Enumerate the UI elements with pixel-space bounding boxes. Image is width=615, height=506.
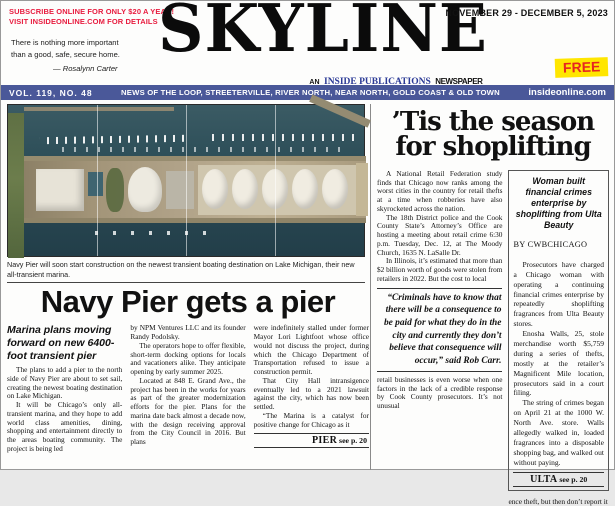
pier-paragraph: were indefinitely stalled under former Mayor Lori Lightfoot whose office would not discuss the project, during which the Chicago Department of Transportation refused to issue a construction permit. <box>253 323 369 377</box>
pier-paragraph: “The Marina is a catalyst for positive change for Chicago as it <box>253 410 369 429</box>
pull-quote-header <box>11 37 120 74</box>
shoplifting-main-column <box>377 170 502 506</box>
pier-headline: Navy Pier gets a pier <box>40 284 336 320</box>
ulta-paragraph: Enosha Walls, 25, stole merchandise worth $5,759 during a series of thefts, mostly at the retailer’s Magnificent Mile location, prosecutors said in a court filing. <box>513 329 604 398</box>
free-price-badge: FREE <box>554 57 608 78</box>
section-divider-rule <box>7 282 365 283</box>
photo-dome <box>202 169 228 209</box>
masthead-sub-brand: INSIDE PUBLICATIONS <box>324 77 431 87</box>
ulta-paragraph: Prosecutors have charged a Chicago woman with operating a continuing financial crimes enterprise by repeatedly shoplifting fragrances from Ulta Beauty stores. <box>513 259 604 329</box>
shoplifting-headline-line-2: for shoplifting <box>395 132 591 163</box>
website-url: insideonline.com <box>528 87 606 98</box>
pier-jump-word: PIER <box>312 435 338 447</box>
shoplifting-paragraph: retail businesses is even worse when one factors in the lack of a credible response by Cook County prosecutors. It’s not unusual <box>377 374 503 411</box>
photo-pier-end <box>356 163 368 216</box>
shoplifting-headline-line-1: ’Tis the season <box>391 107 595 137</box>
quote-line-1: There is nothing more important <box>11 38 119 47</box>
ulta-byline: BY CWBCHICAGO <box>513 239 588 249</box>
pier-jump-ref: see p. 20 <box>337 436 367 446</box>
shoplifting-paragraph: The 18th District police and the Cook County State’s Attorney’s Office are hosting a meeting about retail crime 6:30 p.m. Tuesday, Dec. 12, at The Moody Church, 1635 N. LaSalle Dr. <box>377 212 503 257</box>
pier-paragraph: That City Hall intransigence eventually led to a 2021 lawsuit against the city, which has now been settled. <box>253 375 369 412</box>
pier-column-2 <box>130 324 245 453</box>
pull-quote-block <box>377 288 502 372</box>
quote-attribution: — Rosalynn Carter <box>53 63 118 73</box>
shoplifting-columns <box>377 170 609 506</box>
masthead-header <box>1 1 614 85</box>
pull-quote-text: “Criminals have to know that there will be a consequence to be paid for what they do in the city and currently they don’t believe that consequence will occur,” said Rob Carr. <box>383 292 502 367</box>
photo-building-mid <box>166 171 194 209</box>
pier-paragraph: The plans to add a pier to the north side of Navy Pier are about to set sail, creating the newest boating destination on Lake Michigan. <box>7 365 123 401</box>
subscribe-line-1: SUBSCRIBE ONLINE FOR ONLY $20 A YEAR! <box>9 7 175 16</box>
photo-caption: Navy Pier will soon start construction on the newest transient boating destination on Lake Michigan, their new all-transient marina. <box>7 260 355 279</box>
pier-story-section <box>1 104 370 470</box>
photo-marina-boats-inner <box>52 147 342 152</box>
subscribe-line-2: VISIT INSIDEONLINE.COM FOR DETAILS <box>9 16 158 26</box>
masthead-title: SKYLINE <box>158 0 488 67</box>
photo-breakwater-top <box>24 107 174 111</box>
photo-gridline <box>186 105 187 256</box>
shoplifting-headline <box>377 107 609 163</box>
ulta-jump-line <box>513 472 604 487</box>
pier-paragraph: Located at 848 E. Grand Ave., the project has been in the works for years as part of the greater modernization efforts for the pier. Plans for the marina date back almost a decade now, with the design receiving approval from the City Council in 2016. But plans <box>130 375 246 447</box>
photo-building-west <box>36 169 84 211</box>
photo-pool-structure <box>88 172 103 196</box>
photo-trees <box>106 168 124 212</box>
shoplifting-story-section <box>370 104 614 506</box>
ulta-sidebar-column <box>508 170 609 506</box>
masthead-subtitle <box>306 71 486 89</box>
shoplifting-paragraph: In Illinois, it’s estimated that more than $2 billion worth of goods were stolen from retailers in 2022. But the cost to local <box>377 256 503 283</box>
photo-marina-boats-right <box>204 134 354 141</box>
photo-gridline <box>275 105 276 256</box>
photo-marina-boats-left <box>40 135 188 145</box>
photo-gridline <box>97 105 98 256</box>
photo-dome <box>232 169 258 209</box>
shoplifting-paragraph: A National Retail Federation study finds that Chicago now ranks among the worst cities in the country for retail thefts at a time when robberies have also skyrocketed across the nation. <box>377 168 503 213</box>
coverage-areas: NEWS OF THE LOOP, STREETERVILLE, RIVER NORTH, NEAR NORTH, GOLD COAST & OLD TOWN <box>121 88 500 97</box>
ulta-story-box <box>508 170 609 491</box>
masthead-sub-newspaper: NEWSPAPER <box>435 77 483 86</box>
quote-line-2: than a good, safe, secure home. <box>11 49 120 59</box>
photo-shoreline <box>8 113 24 258</box>
pier-deck: Marina plans moving forward on new 6400-foot transient pier <box>7 324 115 362</box>
ulta-jump-ref: see p. 20 <box>557 474 588 484</box>
front-page-content <box>1 104 614 506</box>
photo-pier-structure <box>24 161 366 218</box>
photo-festival-hall <box>198 165 356 215</box>
photo-south-dock <box>24 218 366 223</box>
pier-jump-line <box>254 433 369 448</box>
pier-column-1 <box>7 324 122 453</box>
issue-date-range: NOVEMBER 29 - DECEMBER 5, 2023 <box>445 8 608 18</box>
pier-paragraph: by NPM Ventures LLC and its founder Randy Podolsky. <box>130 323 246 342</box>
ulta-jump-word: ULTA <box>530 473 558 485</box>
pier-paragraph: It will be Chicago’s only all-transient marina, and they hope to add world class amenities, dining, shopping and entertainment directly to the areas boating community. The project is being led <box>7 400 123 453</box>
pier-article-columns <box>7 324 369 453</box>
pier-paragraph: The operators hope to offer flexible, short-term docking options for locals and vacationers alike. They anticipate opening by early summer 2025. <box>130 340 246 377</box>
photo-dome <box>292 169 318 209</box>
photo-theater-dome <box>128 167 162 212</box>
photo-dome <box>322 169 348 209</box>
ulta-deck: Woman built financial crimes enterprise by shoplifting from Ulta Beauty <box>515 175 602 230</box>
navy-pier-aerial-photo <box>7 104 365 257</box>
pier-column-3 <box>254 324 369 453</box>
column-overflow-text: ence theft, but then don’t report it <box>508 496 608 506</box>
ulta-paragraph: The string of crimes began on April 21 at the 1000 W. North Ave. store. Walls allegedly walked in, loaded fragrances into a disposable shopping bag, and walked out without paying. <box>513 398 604 467</box>
masthead-sub-an: AN <box>309 79 320 86</box>
volume-number: VOL. 119, NO. 48 <box>9 87 93 98</box>
photo-south-boats <box>80 231 210 235</box>
